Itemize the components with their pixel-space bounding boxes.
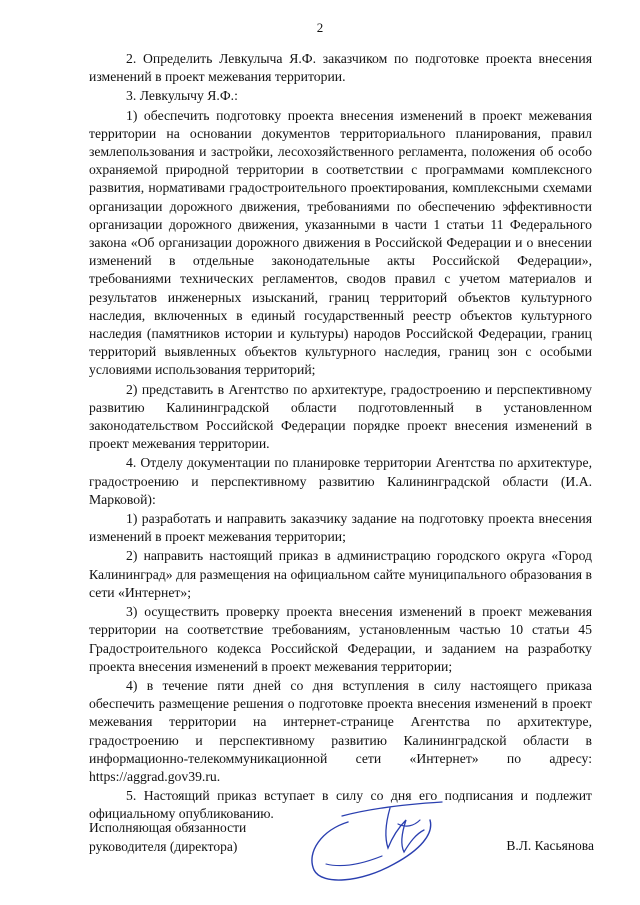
signatory-position-line2: руководителя (директора) [89, 838, 238, 854]
paragraph-item-3-1: 1) обеспечить подготовку проекта внесения изменений в проект межевания территории на основании документов территориального планирования, правил землепользования и застройки, лесохозяйственного регламента, положения об особо охраняемой природной территории в соответствии с программами комплексного развития, нормативами градостроительного проектирования, комплексными схемами организации дорожного движения, требованиями по обеспечению эффективности организации дорожного движения, указанными в части 1 статьи 11 Федерального закона «Об организации дорожного движения в Российской Федерации и о внесении изменений в отдельные законодательные акты Российской Федерации», требованиями технических регламентов, сводов правил с учетом материалов и результатов инженерных изысканий, границ территорий объектов культурного наследия, включенных в единый государственный реестр объектов культурного наследия (памятников истории и культуры) народов Российской Федерации, границ территорий выявленных объектов культурного наследия, границ зон с особыми условиями использования территорий; [89, 107, 592, 378]
paragraph-item-3: 3. Левкулычу Я.Ф.: [126, 88, 238, 104]
paragraph-item-4-1: 1) разработать и направить заказчику задание на подготовку проекта внесения изменений в проект межевания территории; [89, 511, 592, 545]
paragraph-item-3-2: 2) представить в Агентство по архитектуре, градостроению и перспективному развитию Калининградской области подготовленный в установленном законодательством Российской Федерации порядке проект внесения изменений в проект межевания территории. [89, 381, 592, 452]
paragraph-item-4: 4. Отделу документации по планировке территории Агентства по архитектуре, градостроению и перспективному развитию Калининградской области (И.А. Марковой): [89, 455, 592, 507]
signatory-name: В.Л. Касьянова [506, 838, 594, 853]
signatory-position [89, 819, 246, 856]
signatory-position-line1: Исполняющая обязанности [89, 820, 247, 835]
handwritten-signature [302, 790, 454, 890]
paragraph-item-4-2: 2) направить настоящий приказ в администрацию городского округа «Город Калининград» для размещения на официальном сайте муниципального образования в сети «Интернет»; [89, 548, 592, 600]
paragraph-item-4-3: 3) осуществить проверку проекта внесения изменений в проект межевания территории на соответствие требованиям, установленным частью 10 статьи 45 Градостроительного кодекса Российской Федерации, и заданием на разработку проекта внесения изменений в проект межевания территории; [89, 604, 592, 674]
paragraph-item-4-4: 4) в течение пяти дней со дня вступления в силу настоящего приказа обеспечить размещение решения о подготовке проекта внесения изменений в проект межевания территории на интернет-странице Агентства по архитектуре, градостроению и перспективному развитию Калининградской области в информационно-телекоммуникационной сети «Интернет» по адресу: https://aggrad.gov39.ru. [89, 677, 592, 784]
document-body [89, 50, 592, 824]
page-number: 2 [316, 20, 324, 35]
paragraph-item-2: 2. Определить Левкулыча Я.Ф. заказчиком по подготовке проекта внесения изменений в проект межевания территории. [89, 51, 592, 85]
paragraph-item-5: 5. Настоящий приказ вступает в силу со дня его подписания и подлежит официальному опубликованию. [89, 788, 592, 822]
